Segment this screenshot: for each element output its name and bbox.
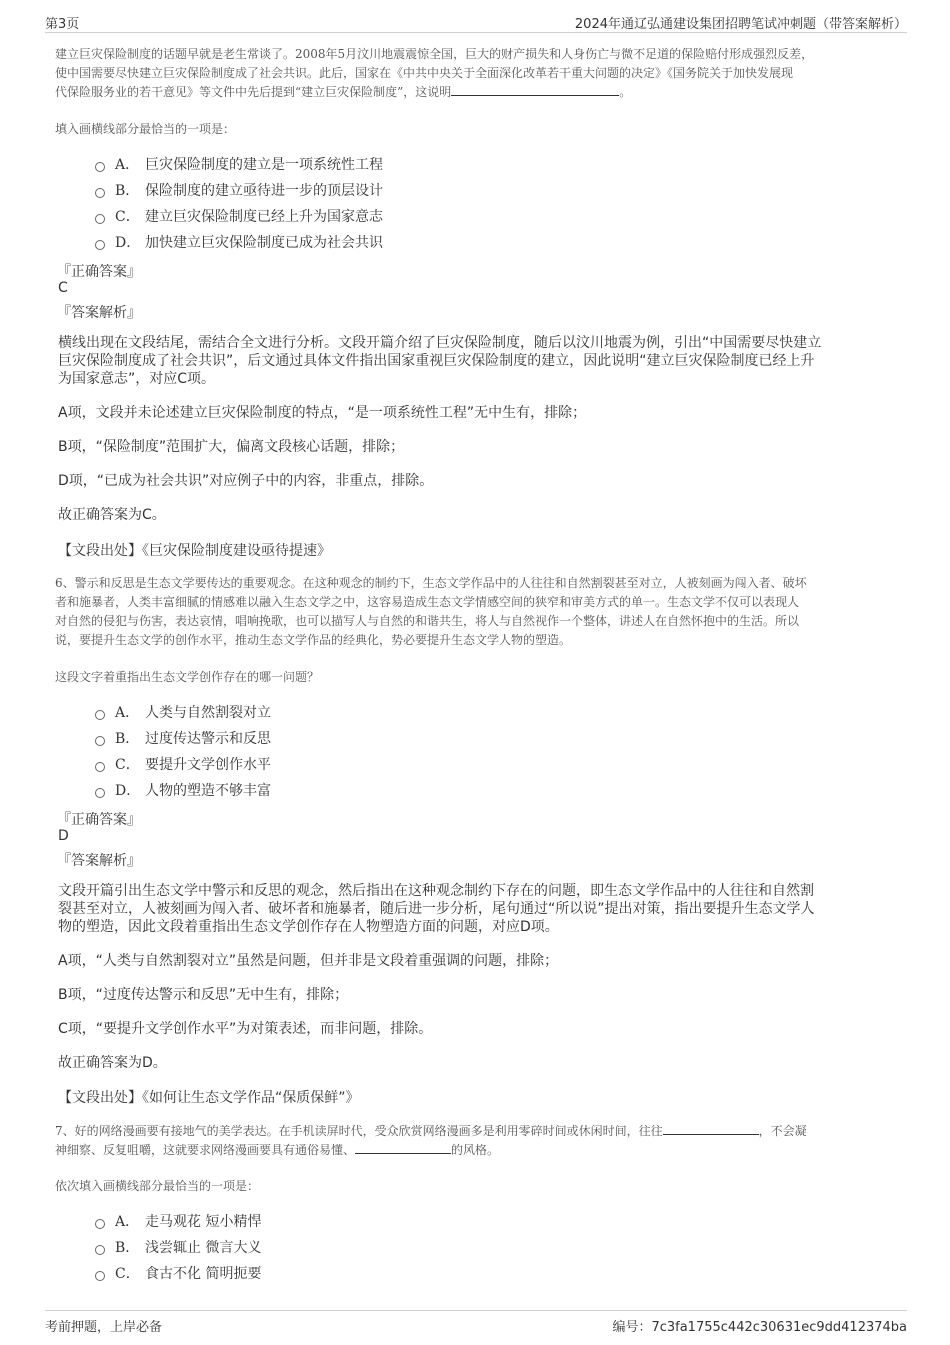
radio-button[interactable] [95, 162, 105, 172]
radio-button[interactable] [95, 710, 105, 720]
page-number: 第3页 [45, 17, 80, 32]
footer-code: 编号：7c3fa1755c442c30631ec9dd412374ba [612, 1320, 907, 1335]
q7-option-a[interactable]: A． 走马观花 短小精悍 [95, 1211, 795, 1233]
radio-button[interactable] [95, 240, 105, 250]
q6-answer: D [58, 828, 69, 844]
radio-button[interactable] [95, 788, 105, 798]
radio-button[interactable] [95, 736, 105, 746]
q5-option-b[interactable]: B． 保险制度的建立亟待进一步的顶层设计 [95, 180, 795, 202]
q7-option-b[interactable]: B． 浅尝辄止 微言大义 [95, 1237, 795, 1259]
answer-blank [355, 1141, 451, 1154]
q6-analysis: 文段开篇引出生态文学中警示和反思的观念，然后指出在这种观念制约下存在的问题，即生态文学作品中的人往往和自然割 裂甚至对立，人被刻画为闯入者、破坏者和施暴者，随后进一步分析，尾句通过“所以说”提出对策，指出要提升生态文学人 物的塑造，因此文段着重指出生态文学创作存在人物塑造方面的问题，对应D项。 [58, 883, 815, 935]
q6-passage: 6、警示和反思是生态文学要传达的重要观念。在这种观念的制约下，生态文学作品中的人往往和自然割裂甚至对立，人被刻画为闯入者、破坏 者和施暴者，人类丰富细腻的情感难以融入生态文学之中，这容易造成生态文学情感空间的狭窄和审美方式的单一。生态文学不仅可以表现人 对自然的侵犯与伤害，表达哀情，唱响挽歌，也可以描写人与自然的和谐共生，将人与自然视作一个整体，讲述人在自然怀抱中的生活。所以 说，要提升生态文学的创作水平，推动生态文学作品的经典化，势必要提升生态文学人物的塑造。 [55, 576, 807, 647]
radio-button[interactable] [95, 188, 105, 198]
q6-source: 【文段出处】《如何让生态文学作品“保质保鲜”》 [58, 1090, 360, 1106]
q5-passage: 建立巨灾保险制度的话题早就是老生常谈了。2008年5月汶川地震震惊全国，巨大的财产损失和人身伤亡与微不足道的保险赔付形成强烈反差， 使中国需要尽快建立巨灾保险制度成了社会共识。此后，国家在《中共中央关于全面深化改革若干重大问题的决定》《国务院关于加快发展现 代保险服务业的若干意见》等文件中先后提到“建立巨灾保险制度”，这说明 。 [55, 47, 814, 99]
q7-prompt: 依次填入画横线部分最恰当的一项是： [55, 1179, 260, 1193]
q5-option-a[interactable]: A． 巨灾保险制度的建立是一项系统性工程 [95, 154, 795, 176]
q7-passage: 7、好的网络漫画要有接地气的美学表达。在手机读屏时代，受众欣赏网络漫画多是利用零碎时间或休闲时间，往往 ，不会凝 神细察、反复咀嚼，这就要求网络漫画要具有通俗易懂、 的风格。 [55, 1124, 807, 1157]
q6-option-b[interactable]: B． 过度传达警示和反思 [95, 728, 795, 750]
page-footer [45, 1310, 907, 1335]
page-header [45, 10, 907, 33]
q5-analysis: 横线出现在文段结尾，需结合全文进行分析。文段开篇介绍了巨灾保险制度，随后以汶川地震为例，引出“中国需要尽快建立 巨灾保险制度成了社会共识”，后文通过具体文件指出国家重视巨灾保险制度的建立，因此说明“建立巨灾保险制度已经上升 为国家意志”，对应C项。 [58, 335, 822, 387]
q6-option-a-note: A项，“人类与自然割裂对立”虽然是问题，但并非是文段着重强调的问题，排除； [58, 953, 559, 969]
radio-button[interactable] [95, 762, 105, 772]
radio-button[interactable] [95, 214, 105, 224]
radio-button[interactable] [95, 1245, 105, 1255]
q6-answer-label: 『正确答案』 [57, 812, 141, 828]
q5-answer-label: 『正确答案』 [57, 264, 141, 280]
radio-button[interactable] [95, 1271, 105, 1281]
q5-source: 【文段出处】《巨灾保险制度建设亟待提速》 [58, 543, 331, 559]
q5-analysis-label: 『答案解析』 [57, 305, 141, 321]
document-title: 2024年通辽弘通建设集团招聘笔试冲刺题（带答案解析） [574, 17, 907, 32]
q5-option-d[interactable]: D． 加快建立巨灾保险制度已成为社会共识 [95, 232, 795, 254]
q6-option-c-note: C项，“要提升文学创作水平”为对策表述，而非问题，排除。 [58, 1021, 433, 1037]
q5-option-a-note: A项，文段并未论述建立巨灾保险制度的特点，“是一项系统性工程”无中生有，排除； [58, 405, 587, 421]
q6-option-b-note: B项，“过度传达警示和反思”无中生有，排除； [58, 987, 349, 1003]
q6-prompt: 这段文字着重指出生态文学创作存在的哪一问题？ [55, 670, 320, 684]
q6-option-c[interactable]: C． 要提升文学创作水平 [95, 754, 795, 776]
radio-button[interactable] [95, 1219, 105, 1229]
answer-blank [663, 1122, 759, 1135]
q6-option-d[interactable]: D． 人物的塑造不够丰富 [95, 780, 795, 802]
q5-option-d-note: D项，“已成为社会共识”对应例子中的内容，非重点，排除。 [58, 473, 434, 489]
q6-option-a[interactable]: A． 人类与自然割裂对立 [95, 702, 795, 724]
q5-conclusion: 故正确答案为C。 [58, 507, 166, 523]
q7-option-c[interactable]: C． 食古不化 简明扼要 [95, 1263, 795, 1285]
q5-option-c[interactable]: C． 建立巨灾保险制度已经上升为国家意志 [95, 206, 795, 228]
q5-prompt: 填入画横线部分最恰当的一项是： [55, 122, 236, 136]
q6-conclusion: 故正确答案为D。 [58, 1055, 167, 1071]
q5-answer: C [58, 280, 68, 296]
q5-option-b-note: B项，“保险制度”范围扩大，偏离文段核心话题，排除； [58, 439, 405, 455]
answer-blank [451, 83, 619, 96]
footer-slogan: 考前押题，上岸必备 [45, 1320, 163, 1335]
q6-analysis-label: 『答案解析』 [57, 853, 141, 869]
